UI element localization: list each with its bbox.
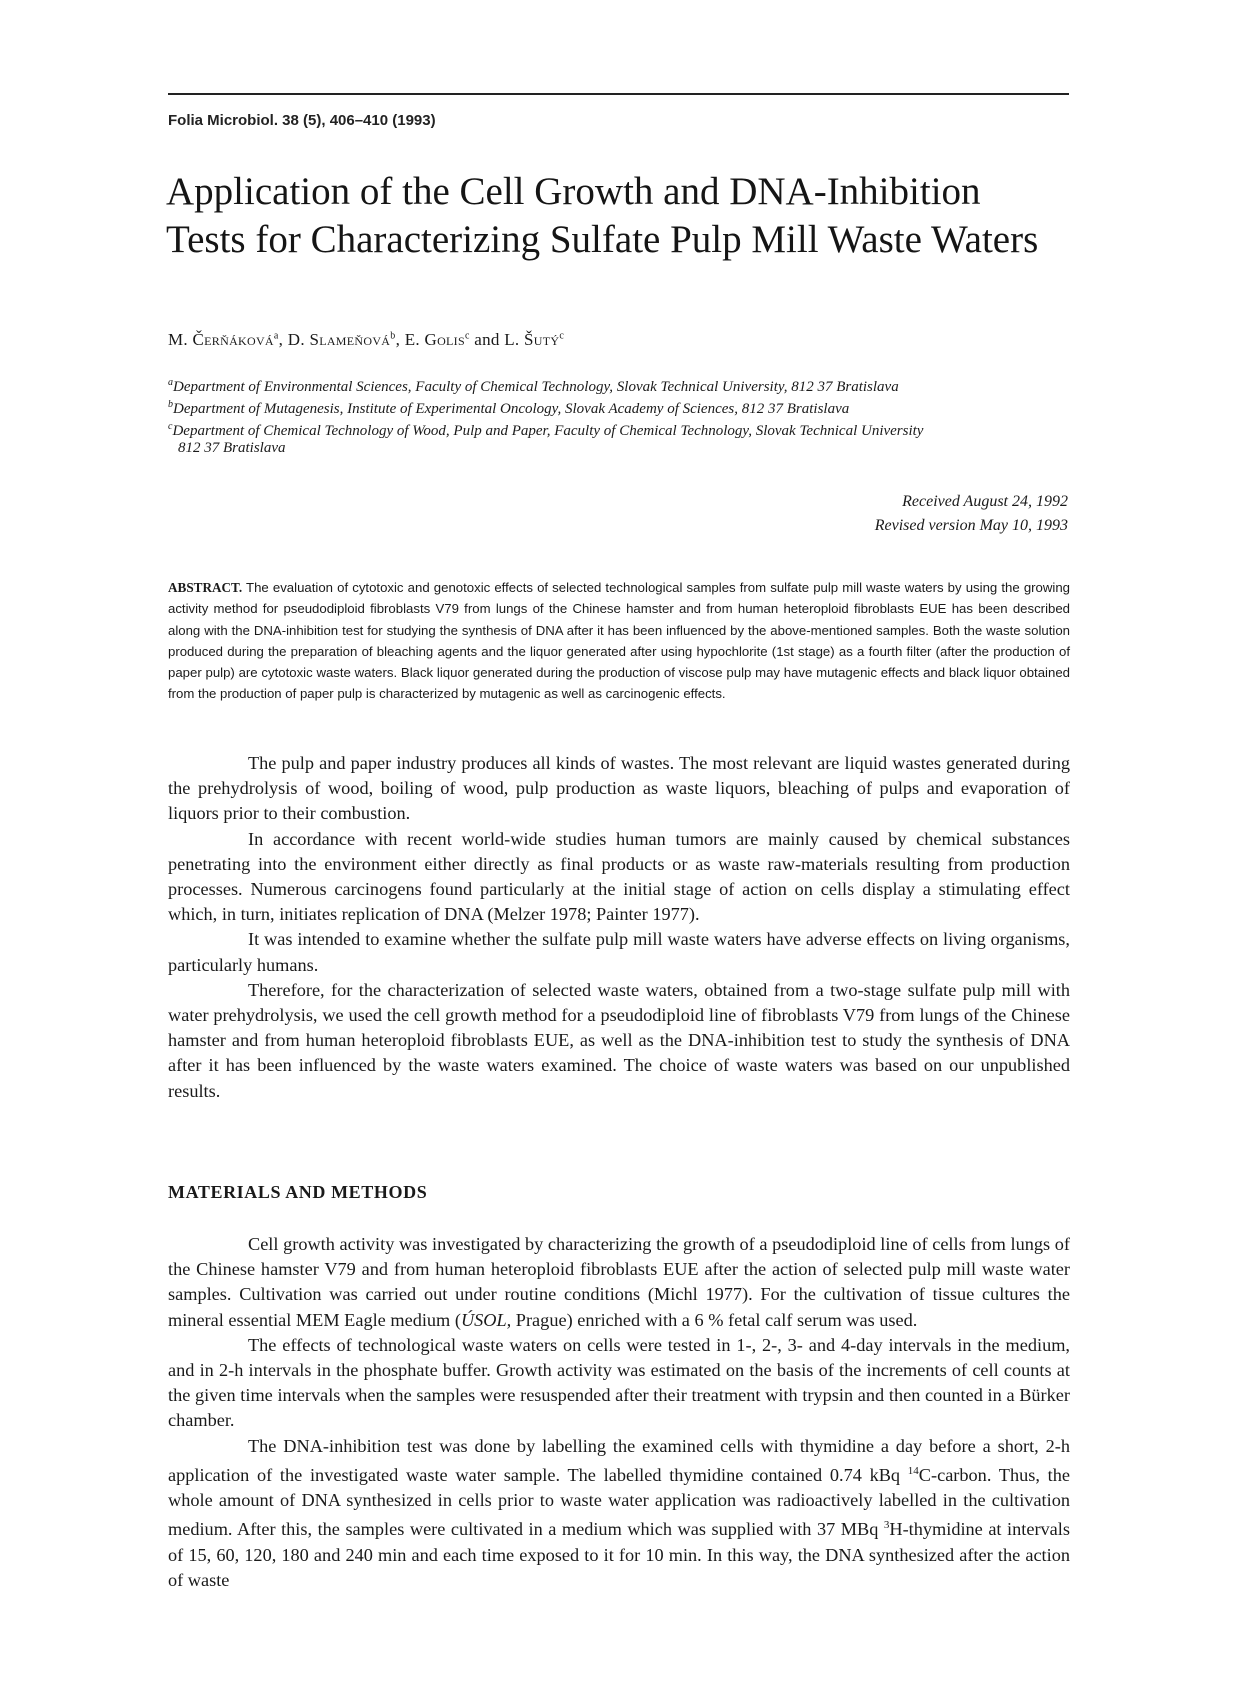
intro-paragraph: It was intended to examine whether the sulfate pulp mill waste waters have adverse effects on living organisms, particularly humans. xyxy=(168,929,1070,975)
article-title: Application of the Cell Growth and DNA-Inhibition Tests for Characterizing Sulfate Pulp Mill Waste Waters xyxy=(166,170,1039,261)
revised-date: Revised version May 10, 1993 xyxy=(874,517,1068,534)
journal-reference: Folia Microbiol. 38 (5), 406–410 (1993) xyxy=(168,112,436,129)
author-2: D. Slameňová$^b$ xyxy=(287,330,396,349)
methods-paragraph: Cell growth activity was investigated by characterizing the growth of a pseudodiploid line of cells from lungs of the Chinese hamster V79 and from human heteroploid fibroblasts EUE after the action of selected pulp mill waste water samples. Cultivation was carried out under routine conditions (Michl 1977). For the cultivation of tissue cultures the mineral essential MEM Eagle medium (ÚSOL, Prague) enriched with a 6 % fetal calf serum was used. xyxy=(168,1234,1070,1330)
intro-paragraph: In accordance with recent world-wide studies human tumors are mainly caused by chemical substances penetrating into the environment either directly as final products or as waste raw-materials resulting from production processes. Numerous carcinogens found particularly at the initial stage of action on cells display a stimulating effect which, in turn, initiates replication of DNA (Melzer 1978; Painter 1977). xyxy=(168,828,1070,925)
abstract xyxy=(168,577,1070,705)
intro-paragraph: Therefore, for the characterization of selected waste waters, obtained from a two-stage sulfate pulp mill with water prehydrolysis, we used the cell growth method for a pseudodiploid line of fibroblasts V79 from lungs of the Chinese hamster and from human heteroploid fibroblasts EUE, as well as the DNA-inhibition test to study the synthesis of DNA after it has been influenced by the waste waters examined. The choice of waste waters was based on our unpublished results. xyxy=(168,979,1070,1101)
abstract-label: ABSTRACT. xyxy=(168,580,243,595)
author-4: L. Šutý$^c$ xyxy=(504,330,565,349)
manuscript-dates xyxy=(875,490,1068,538)
author-1: M. Čerňáková$^a$ xyxy=(168,330,279,349)
introduction xyxy=(168,751,1070,1104)
author-3: E. Golis$^c$ xyxy=(404,330,470,349)
abstract-text: The evaluation of cytotoxic and genotoxic effects of selected technological samples from sulfate pulp mill waste waters by using the growing activity method for pseudodiploid fibroblasts V79 from lungs of the Chinese hamster and from human heteroploid fibroblasts EUE has been described along with the DNA-inhibition test for studying the synthesis of DNA after it has been influenced by the above-mentioned samples. Both the waste solution produced during the preparation of bleaching agents and the liquor generated after using hypochlorite (1st stage) as a fourth filter (after the production of paper pulp) are cytotoxic waste waters. Black liquor generated during the production of viscose pulp may have mutagenic effects and black liquor obtained from the production of paper pulp is characterized by mutagenic as well as carcinogenic effects. xyxy=(168,580,1070,702)
received-date: Received August 24, 1992 xyxy=(902,493,1068,510)
affiliation-b: $^b$Department of Mutagenesis, Institute of Experimental Oncology, Slovak Academy of Sciences, 812 37 Bratislava xyxy=(168,399,850,417)
author-list: M. Čerňáková$^a$, D. Slameňová$^b$, E. Golis$^c$ and L. Šutý$^c$ xyxy=(168,330,565,349)
affiliation-a: $^a$Department of Environmental Sciences, Faculty of Chemical Technology, Slovak Technical University, 812 37 Bratislava xyxy=(168,377,899,395)
section-heading-methods: MATERIALS AND METHODS xyxy=(168,1182,428,1202)
affiliation-c-city: 812 37 Bratislava xyxy=(178,440,286,456)
methods-paragraph: The effects of technological waste waters on cells were tested in 1-, 2-, 3- and 4-day intervals in the medium, and in 2-h intervals in the phosphate buffer. Growth activity was estimated on the basis of the increments of cell counts at the given time intervals when the samples were resuspended after their treatment with trypsin and then counted in a Bürker chamber. xyxy=(168,1334,1070,1431)
header-rule xyxy=(168,93,1069,95)
intro-paragraph: The pulp and paper industry produces all kinds of wastes. The most relevant are liquid wastes generated during the prehydrolysis of wood, boiling of wood, pulp production as waste liquors, bleaching of pulps and evaporation of liquors prior to their combustion. xyxy=(168,753,1070,824)
affiliation-c: $^c$Department of Chemical Technology of Wood, Pulp and Paper, Faculty of Chemical Technology, Slovak Technical University xyxy=(168,421,924,439)
methods-section xyxy=(168,1232,1070,1593)
methods-paragraph: The DNA-inhibition test was done by labelling the examined cells with thymidine a day before a short, 2-h application of the investigated waste water sample. The labelled thymidine contained 0.74 kBq $^{14}$C-carbon. Thus, the whole amount of DNA synthesized in cells prior to waste water application was radioactively labelled in the cultivation medium. After this, the samples were cultivated in a medium which was supplied with 37 MBq $^3$H-thymidine at intervals of 15, 60, 120, 180 and 240 min and each time exposed to it for 10 min. In this way, the DNA synthesized after the action of waste xyxy=(168,1435,1070,1590)
